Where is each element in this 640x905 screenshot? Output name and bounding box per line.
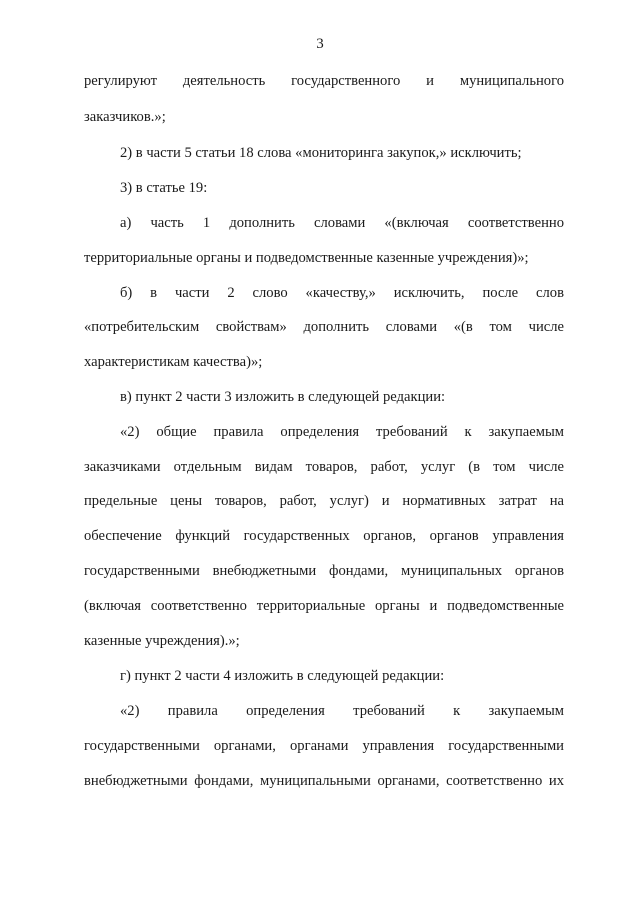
page-number: 3 [316,36,324,52]
text-line: 3) в статье 19: [120,180,208,196]
text-line: заказчиков.»; [84,109,166,125]
text-line: «2) правила определения требований к закупаемым [120,703,564,719]
text-line: в) пункт 2 части 3 изложить в следующей редакции: [120,389,446,405]
text-line: территориальные органы и подведомственные казенные учреждения)»; [84,250,529,266]
text-line: а) часть 1 дополнить словами «(включая соответственно [120,215,564,231]
text-line: казенные учреждения).»; [84,633,240,649]
text-line: государственными внебюджетными фондами, муниципальных органов [84,563,564,579]
text-line: обеспечение функций государственных органов, органов управления [84,528,564,544]
text-line: г) пункт 2 части 4 изложить в следующей редакции: [120,668,445,684]
text-line: характеристикам качества)»; [84,354,263,370]
text-line: «потребительским свойствам» дополнить словами «(в том числе [84,319,564,335]
text-line: заказчиками отдельным видам товаров, работ, услуг (в том числе [84,459,564,475]
text-line: 2) в части 5 статьи 18 слова «мониторинга закупок,» исключить; [120,145,522,161]
text-line: внебюджетными фондами, муниципальными органами, соответственно их [84,773,564,789]
text-line: б) в части 2 слово «качеству,» исключить, после слов [120,285,564,301]
text-line: предельные цены товаров, работ, услуг) и нормативных затрат на [84,493,564,509]
text-line: регулируют деятельность государственного и муниципального [84,73,564,89]
text-line: «2) общие правила определения требований к закупаемым [120,424,564,440]
text-line: (включая соответственно территориальные органы и подведомственные [84,598,564,614]
text-line: государственными органами, органами управления государственными [84,738,564,754]
